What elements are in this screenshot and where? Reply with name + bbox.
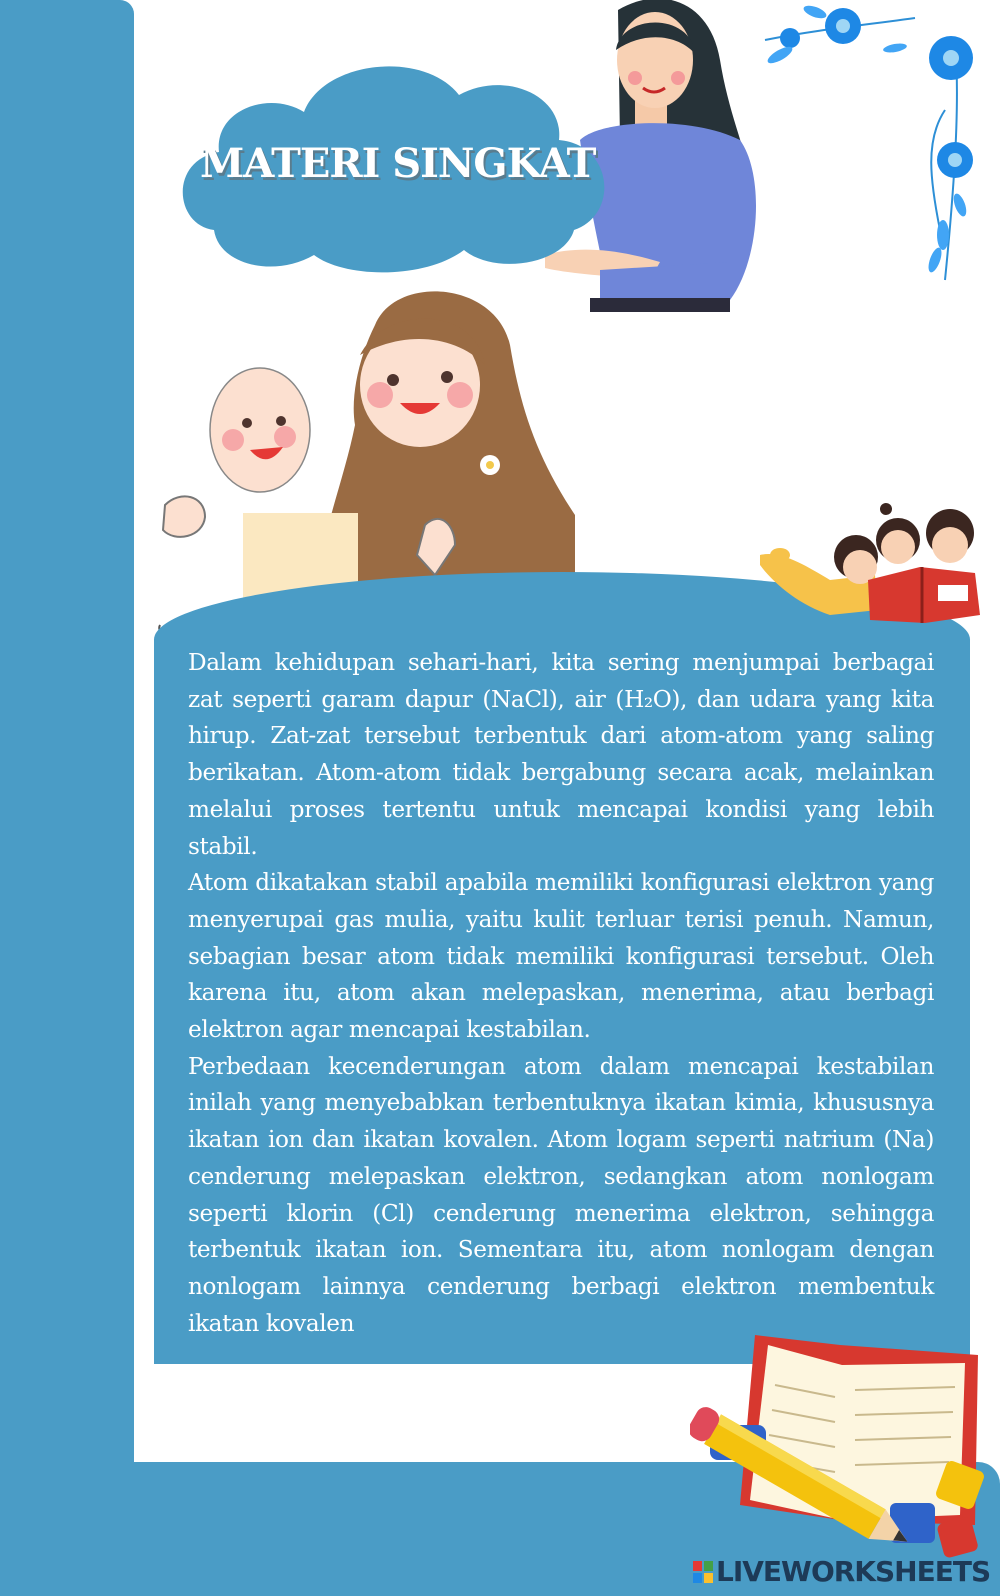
reading-children-icon bbox=[760, 495, 990, 640]
paragraph: Perbedaan kecenderungan atom dalam mencapai kestabilan inilah yang menyebabkan terbentuknya ikatan kimia, khususnya ikatan ion dan ikatan kovalen. Atom logam seperti natrium (Na) cenderung melepaskan elektron, sedangkan atom nonlogam seperti klorin (Cl) cenderung menerima elektron, sehingga terbentuk ikatan ion. Sementara itu, atom nonlogam dengan nonlogam lainnya cenderung berbagi elektron membentuk ikatan kovalen bbox=[188, 1052, 934, 1337]
liveworksheets-logo-icon bbox=[693, 1561, 713, 1583]
blue-flower-icon bbox=[755, 0, 985, 290]
left-accent-bar bbox=[0, 0, 134, 1596]
paragraph: Atom dikatakan stabil apabila memiliki konfigurasi elektron yang menyerupai gas mulia, yaitu kulit terluar terisi penuh. Namun, sebagian besar atom tidak memiliki konfigurasi tersebut. Oleh karena itu, atom akan melepaskan, menerima, atau berbagi elektron agar mencapai kestabilan. bbox=[188, 869, 934, 1044]
watermark-text: LIVEWORKSHEETS bbox=[716, 1555, 991, 1588]
liveworksheets-watermark bbox=[693, 1555, 990, 1588]
paragraph: Dalam kehidupan sehari-hari, kita sering menjumpai berbagai zat seperti garam dapur (NaCl), air (H₂O), dan udara yang kita hirup. Zat-zat tersebut terbentuk dari atom-atom yang saling berikatan. Atom-atom tidak bergabung secara acak, melainkan melalui proses tertentu untuk mencapai kondisi yang lebih stabil. bbox=[188, 649, 934, 860]
body-text bbox=[188, 645, 934, 1342]
page-title: MATERI SINGKAT bbox=[200, 140, 596, 187]
